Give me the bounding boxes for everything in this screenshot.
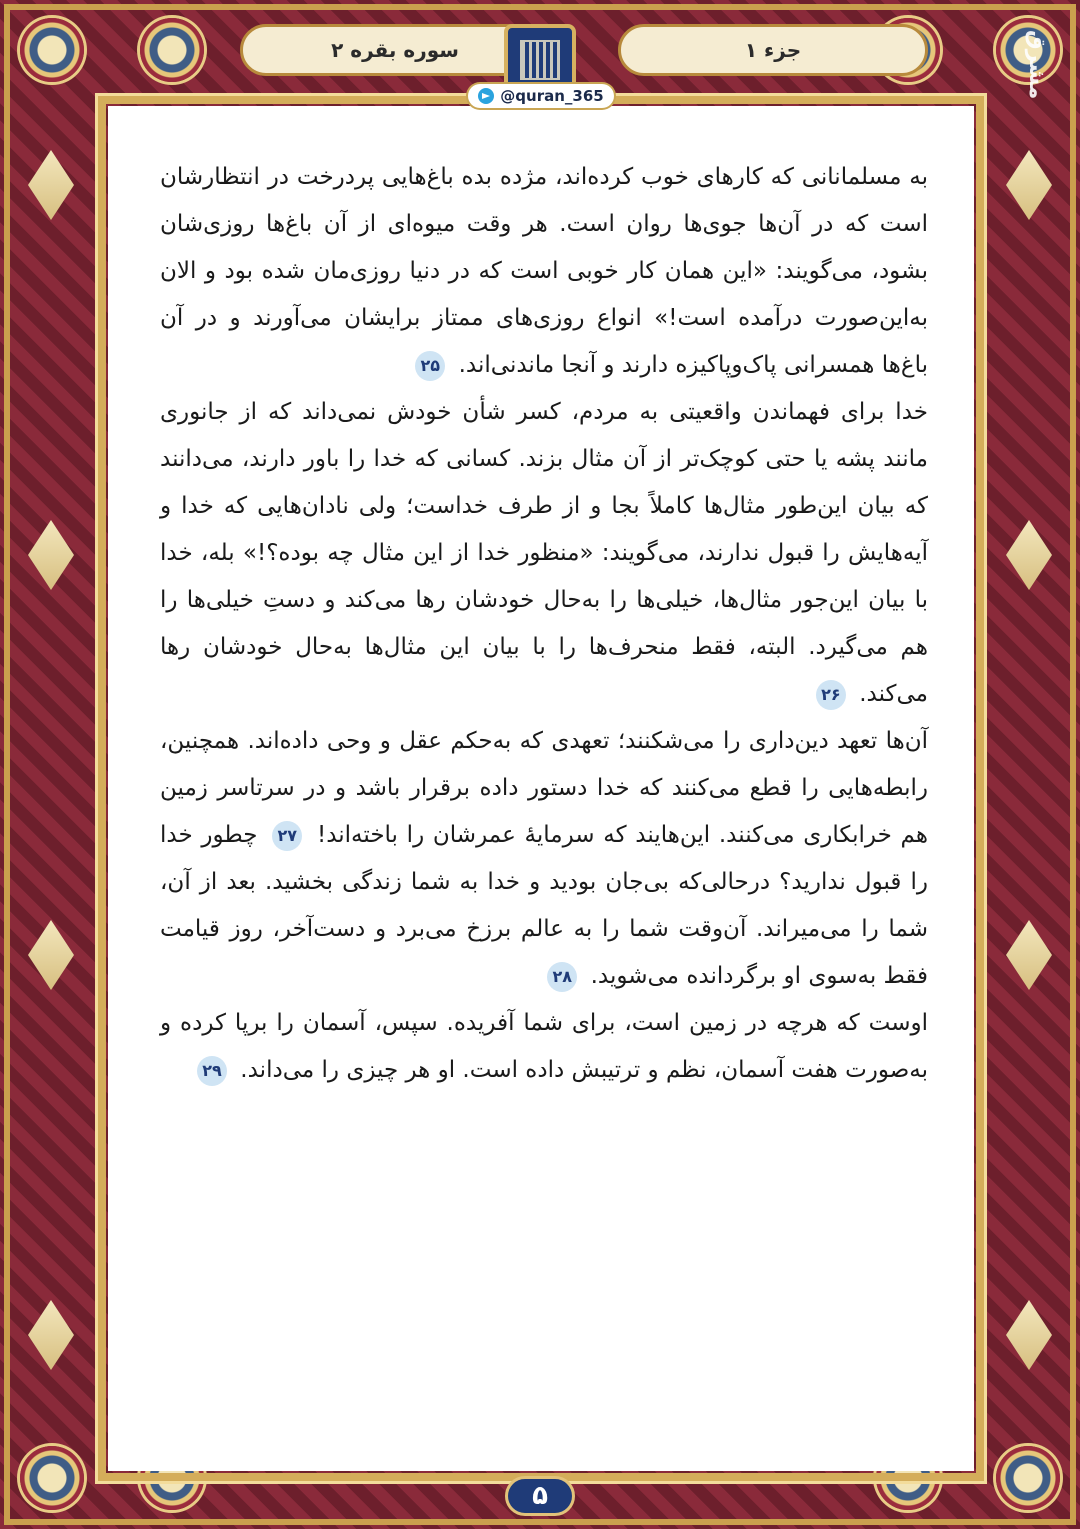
paragraph: اوست که هرچه در زمین است، برای شما آفریده. سپس، آسمان را برپا کرده و به‌صورت هفت آسمان، نظم و ترتیبش داده است. او هر چیزی را می‌داند. ۲۹ [160,1000,928,1094]
channel-handle[interactable]: @quran_365 [468,84,614,108]
ayah-number-badge: ۲۹ [197,1056,227,1086]
paragraph: خدا برای فهماندن واقعیتی به مردم، کسر شأن خودش نمی‌داند که از جانوری مانند پشه یا حتی کوچک‌تر از آن مثال بزند. کسانی که خدا را باور دارند، می‌دانند که بیان این‌طور مثال‌ها کاملاً بجا و از طرف خداست؛ ولی نادان‌هایی که خدا و آیه‌هایش را قبول ندارند، می‌گویند: «منظور خدا از این مثال چه بوده؟!» بله، خدا با بیان این‌جور مثال‌ها، خیلی‌ها را به‌حال خودشان رها می‌کند و دستِ خیلی‌ها را هم می‌گیرد. البته، فقط منحرف‌ها را با بیان این مثال‌ها به‌حال خودشان رها می‌کند. ۲۶ [160,389,928,718]
corner-medallion-icon [20,1446,84,1510]
telegram-icon [478,88,494,104]
text-panel [108,106,974,1471]
corner-medallion-icon [140,18,204,82]
ayah-number-badge: ۲۶ [816,680,846,710]
ayah-number-badge: ۲۵ [415,351,445,381]
paragraph: آن‌ها تعهد دین‌داری را می‌شکنند؛ تعهدی که به‌حکم عقل و وحی داده‌اند. همچنین، رابطه‌هایی را قطع می‌کنند که خدا دستور داده برقرار باشد و در سرتاسر زمین هم خرابکاری می‌کنند. این‌هایند که سرمایهٔ عمرشان را باخته‌اند! ۲۷ چطور خدا را قبول ندارید؟ درحالی‌که بی‌جان بودید و خدا به شما زندگی بخشید. بعد از آن، شما را می‌میراند. آن‌وقت شما را به عالم برزخ می‌برد و دست‌آخر، روز قیامت فقط به‌سوی او برگردانده می‌شوید. ۲۸ [160,718,928,1000]
corner-medallion-icon [20,18,84,82]
corner-medallion-icon [996,1446,1060,1510]
translation-text [160,154,928,1094]
juz-title: جزء ۱ [618,24,928,76]
page-number: ۵ [505,1476,575,1516]
surah-title: سوره بقره ۲ [240,24,550,76]
watermark-logo: مشرق [1024,30,1049,100]
ayah-number-badge: ۲۸ [547,962,577,992]
ayah-number-badge: ۲۷ [272,821,302,851]
paragraph: به مسلمانانی که کارهای خوب کرده‌اند، مژده بده باغ‌هایی پردرخت در انتظارشان است که در آن‌ها جوی‌ها روان است. هر وقت میوه‌ای از آن باغ‌ها روزی‌شان بشود، می‌گویند: «این همان کار خوبی است که در دنیا روزی‌مان شده بود و الان به‌این‌صورت درآمده است!» انواع روزی‌های ممتاز برایشان می‌آورند و در آن باغ‌ها همسرانی پاک‌وپاکیزه دارند و آنجا ماندنی‌اند. ۲۵ [160,154,928,389]
